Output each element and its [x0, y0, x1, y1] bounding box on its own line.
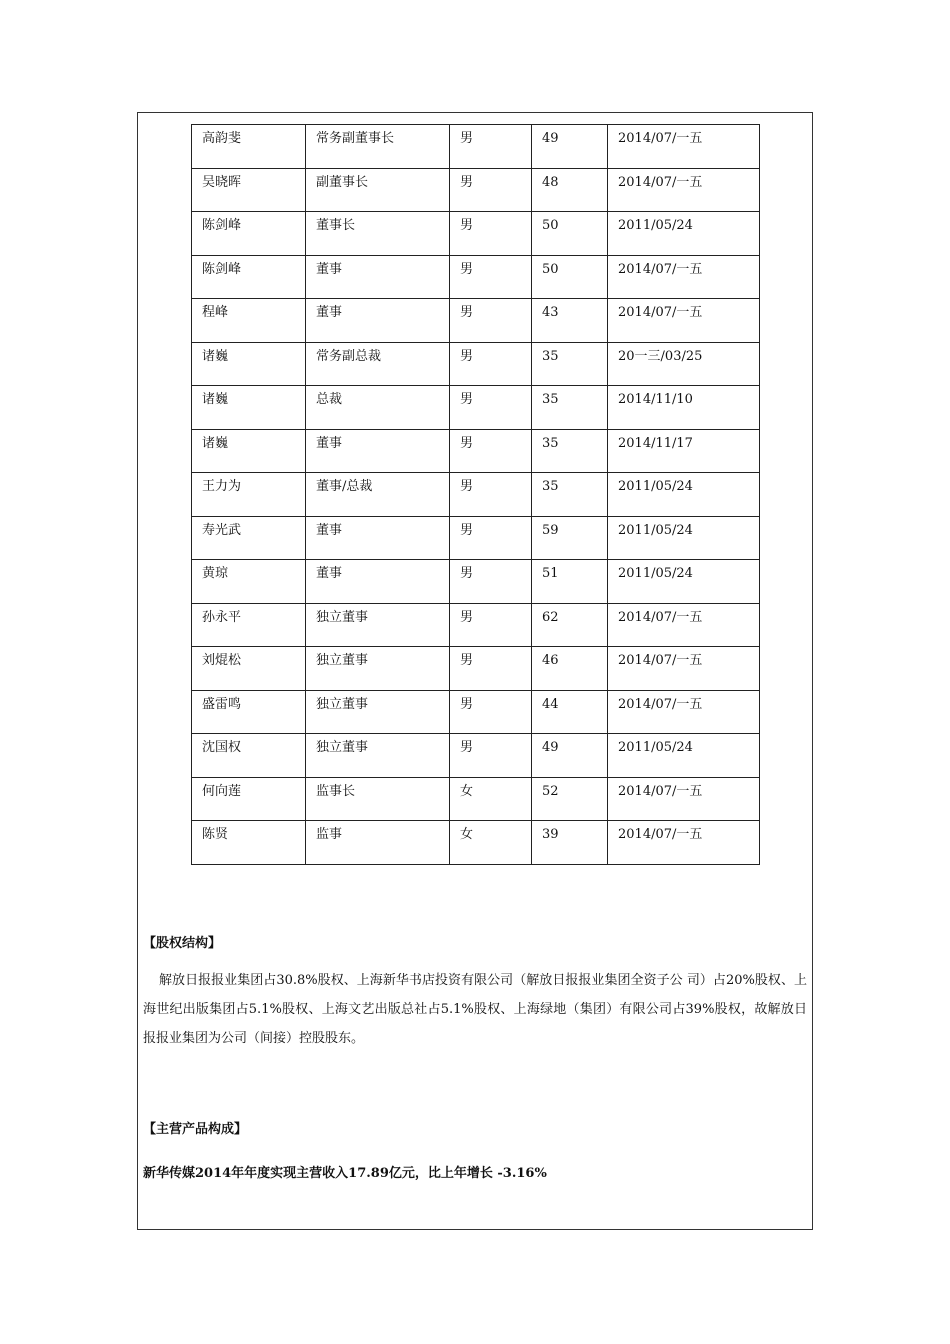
cell-date: 2014/07/一五: [608, 255, 760, 299]
cell-age: 59: [532, 516, 608, 560]
cell-age: 35: [532, 386, 608, 430]
cell-gender: 男: [450, 473, 532, 517]
table-row: [192, 777, 760, 821]
cell-name: 陈贤: [192, 821, 306, 865]
cell-age: 50: [532, 212, 608, 256]
cell-title: 副董事长: [306, 168, 450, 212]
cell-date: 2011/05/24: [608, 516, 760, 560]
cell-title: 独立董事: [306, 647, 450, 691]
cell-date: 20一三/03/25: [608, 342, 760, 386]
cell-name: 何向莲: [192, 777, 306, 821]
cell-date: 2014/07/一五: [608, 299, 760, 343]
cell-date: 2014/07/一五: [608, 647, 760, 691]
cell-date: 2014/07/一五: [608, 777, 760, 821]
cell-date: 2011/05/24: [608, 473, 760, 517]
products-heading: 【主营产品构成】: [143, 1122, 248, 1137]
cell-title: 董事: [306, 516, 450, 560]
cell-date: 2014/07/一五: [608, 603, 760, 647]
cell-name: 程峰: [192, 299, 306, 343]
cell-name: 诸巍: [192, 342, 306, 386]
cell-date: 2014/07/一五: [608, 690, 760, 734]
table-row: [192, 386, 760, 430]
cell-date: 2011/05/24: [608, 212, 760, 256]
cell-age: 39: [532, 821, 608, 865]
cell-name: 盛雷鸣: [192, 690, 306, 734]
table-row: [192, 473, 760, 517]
cell-gender: 男: [450, 255, 532, 299]
cell-age: 51: [532, 560, 608, 604]
cell-gender: 男: [450, 342, 532, 386]
cell-gender: 男: [450, 299, 532, 343]
cell-name: 王力为: [192, 473, 306, 517]
cell-title: 监事: [306, 821, 450, 865]
cell-date: 2014/07/一五: [608, 125, 760, 169]
cell-title: 监事长: [306, 777, 450, 821]
cell-gender: 女: [450, 821, 532, 865]
cell-date: 2014/11/10: [608, 386, 760, 430]
cell-age: 49: [532, 734, 608, 778]
equity-heading: 【股权结构】: [143, 936, 222, 951]
table-row: [192, 560, 760, 604]
cell-date: 2014/07/一五: [608, 821, 760, 865]
equity-text: 解放日报报业集团占30.8%股权、上海新华书店投资有限公司（解放日报报业集团全资子公 司）占20%股权、上海世纪出版集团占5.1%股权、上海文艺出版总社占5.1%股权、上海绿地（集团）有限公司占39%股权，故解放日报报业集团为公司（间接）控股股东。: [143, 973, 807, 1046]
cell-title: 董事: [306, 299, 450, 343]
cell-name: 沈国权: [192, 734, 306, 778]
board-members-table: [191, 124, 760, 865]
cell-gender: 男: [450, 212, 532, 256]
cell-title: 独立董事: [306, 734, 450, 778]
cell-age: 44: [532, 690, 608, 734]
table-row: [192, 690, 760, 734]
cell-age: 49: [532, 125, 608, 169]
cell-gender: 男: [450, 125, 532, 169]
cell-date: 2014/07/一五: [608, 168, 760, 212]
table-row: [192, 212, 760, 256]
cell-age: 46: [532, 647, 608, 691]
cell-title: 总裁: [306, 386, 450, 430]
cell-title: 常务副董事长: [306, 125, 450, 169]
cell-name: 陈剑峰: [192, 212, 306, 256]
cell-gender: 男: [450, 647, 532, 691]
cell-title: 独立董事: [306, 603, 450, 647]
cell-name: 吴晓晖: [192, 168, 306, 212]
cell-age: 50: [532, 255, 608, 299]
table-row: [192, 299, 760, 343]
cell-gender: 男: [450, 690, 532, 734]
cell-age: 52: [532, 777, 608, 821]
cell-gender: 男: [450, 560, 532, 604]
cell-gender: 男: [450, 429, 532, 473]
cell-date: 2014/11/17: [608, 429, 760, 473]
cell-title: 常务副总裁: [306, 342, 450, 386]
cell-name: 孙永平: [192, 603, 306, 647]
table-row: [192, 168, 760, 212]
cell-name: 陈剑峰: [192, 255, 306, 299]
cell-name: 诸巍: [192, 386, 306, 430]
cell-gender: 男: [450, 734, 532, 778]
cell-age: 35: [532, 473, 608, 517]
cell-gender: 男: [450, 386, 532, 430]
cell-title: 董事: [306, 560, 450, 604]
cell-gender: 男: [450, 603, 532, 647]
cell-title: 董事: [306, 429, 450, 473]
table-row: [192, 603, 760, 647]
cell-name: 黄琼: [192, 560, 306, 604]
cell-age: 48: [532, 168, 608, 212]
cell-date: 2011/05/24: [608, 560, 760, 604]
cell-title: 董事: [306, 255, 450, 299]
cell-title: 董事/总裁: [306, 473, 450, 517]
cell-name: 诸巍: [192, 429, 306, 473]
cell-date: 2011/05/24: [608, 734, 760, 778]
cell-name: 高韵斐: [192, 125, 306, 169]
table-row: [192, 821, 760, 865]
table-row: [192, 734, 760, 778]
cell-age: 62: [532, 603, 608, 647]
products-summary: 新华传媒2014年年度实现主营收入17.89亿元，比上年增长 -3.16%: [143, 1166, 547, 1181]
cell-gender: 男: [450, 168, 532, 212]
cell-name: 刘焜松: [192, 647, 306, 691]
cell-name: 寿光武: [192, 516, 306, 560]
table-row: [192, 342, 760, 386]
table-row: [192, 125, 760, 169]
cell-age: 43: [532, 299, 608, 343]
cell-title: 独立董事: [306, 690, 450, 734]
table-row: [192, 516, 760, 560]
cell-gender: 男: [450, 516, 532, 560]
cell-gender: 女: [450, 777, 532, 821]
table-row: [192, 647, 760, 691]
table-row: [192, 429, 760, 473]
cell-title: 董事长: [306, 212, 450, 256]
cell-age: 35: [532, 342, 608, 386]
table-row: [192, 255, 760, 299]
cell-age: 35: [532, 429, 608, 473]
